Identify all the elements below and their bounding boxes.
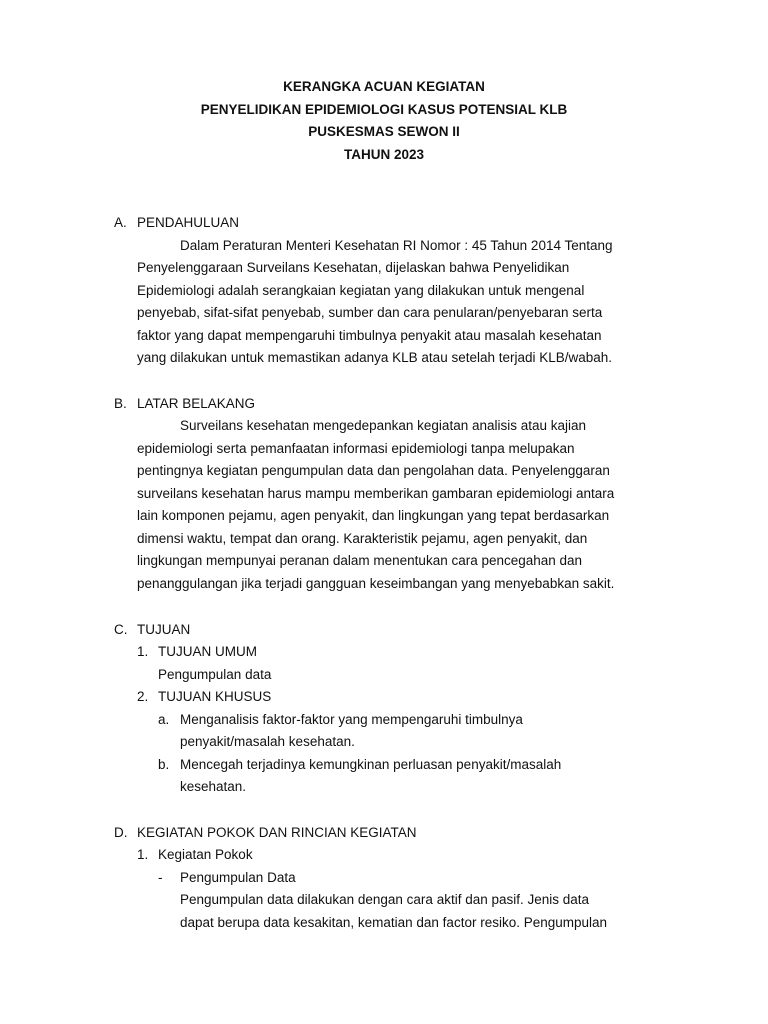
tujuan-khusus-label: TUJUAN KHUSUS: [158, 689, 272, 704]
section-b-paragraph-line: dimensi waktu, tempat dan orang. Karakteristik pejamu, agen penyakit, dan: [137, 531, 588, 546]
section-a-paragraph-line: Epidemiologi adalah serangkaian kegiatan yang dilakukan untuk mengenal: [137, 283, 585, 298]
pengumpulan-data-label: Pengumpulan Data: [180, 870, 296, 885]
list-letter: b.: [158, 757, 170, 772]
list-letter: a.: [158, 712, 170, 727]
document-title-line-1: KERANGKA ACUAN KEGIATAN: [283, 79, 485, 94]
section-a-paragraph-line: Dalam Peraturan Menteri Kesehatan RI Nomor : 45 Tahun 2014 Tentang: [180, 238, 613, 253]
section-b-paragraph-line: Surveilans kesehatan mengedepankan kegiatan analisis atau kajian: [180, 418, 587, 433]
section-b-paragraph-line: epidemiologi serta pemanfaatan informasi epidemiologi tanpa melupakan: [137, 441, 575, 456]
section-b-paragraph-line: pentingnya kegiatan pengumpulan data dan pengolahan data. Penyelenggaran: [137, 463, 610, 478]
tujuan-khusus-b-line: kesehatan.: [180, 779, 247, 794]
list-number: 1.: [137, 847, 149, 862]
list-number: 1.: [137, 644, 149, 659]
section-a-paragraph-line: faktor yang dapat mempengaruhi timbulnya penyakit atau masalah kesehatan: [137, 328, 602, 343]
kegiatan-pokok-label: Kegiatan Pokok: [158, 847, 253, 862]
section-b-paragraph-line: surveilans kesehatan harus mampu memberikan gambaran epidemiologi antara: [137, 486, 615, 501]
section-a-paragraph-line: yang dilakukan untuk memastikan adanya KLB atau setelah terjadi KLB/wabah.: [137, 350, 613, 365]
section-b-marker: B.: [114, 396, 127, 411]
section-a-paragraph-line: penyebab, sifat-sifat penyebab, sumber dan cara penularan/penyebaran serta: [137, 305, 603, 320]
section-c-marker: C.: [114, 622, 128, 637]
tujuan-khusus-b-line: Mencegah terjadinya kemungkinan perluasan penyakit/masalah: [180, 757, 562, 772]
document-title-line-2: PENYELIDIKAN EPIDEMIOLOGI KASUS POTENSIAL KLB: [200, 102, 568, 117]
section-b-heading: LATAR BELAKANG: [137, 396, 256, 411]
section-b-paragraph-line: penanggulangan jika terjadi gangguan keseimbangan yang menyebabkan sakit.: [137, 576, 615, 591]
document-title-line-3: PUSKESMAS SEWON II: [308, 124, 460, 139]
pengumpulan-data-line: dapat berupa data kesakitan, kematian dan factor resiko. Pengumpulan: [180, 915, 608, 930]
section-b-paragraph-line: lingkungan mempunyai peranan dalam menentukan cara pencegahan dan: [137, 553, 583, 568]
section-b-paragraph-line: lain komponen pejamu, agen penyakit, dan lingkungan yang tepat berdasarkan: [137, 508, 610, 523]
tujuan-umum-label: TUJUAN UMUM: [158, 644, 257, 659]
list-dash: -: [158, 870, 163, 885]
tujuan-khusus-a-line: Menganalisis faktor-faktor yang mempengaruhi timbulnya: [180, 712, 523, 727]
section-a-heading: PENDAHULUAN: [137, 215, 240, 230]
section-a-marker: A.: [114, 215, 127, 230]
section-c-heading: TUJUAN: [137, 622, 191, 637]
section-a-paragraph-line: Penyelenggaraan Surveilans Kesehatan, dijelaskan bahwa Penyelidikan: [137, 260, 570, 275]
section-d-heading: KEGIATAN POKOK DAN RINCIAN KEGIATAN: [137, 825, 417, 840]
pengumpulan-data-line: Pengumpulan data dilakukan dengan cara aktif dan pasif. Jenis data: [180, 892, 590, 907]
section-d-marker: D.: [114, 825, 128, 840]
list-number: 2.: [137, 689, 149, 704]
tujuan-khusus-a-line: penyakit/masalah kesehatan.: [180, 734, 355, 749]
document-title-line-4: TAHUN 2023: [343, 147, 425, 162]
tujuan-umum-text: Pengumpulan data: [158, 667, 272, 682]
